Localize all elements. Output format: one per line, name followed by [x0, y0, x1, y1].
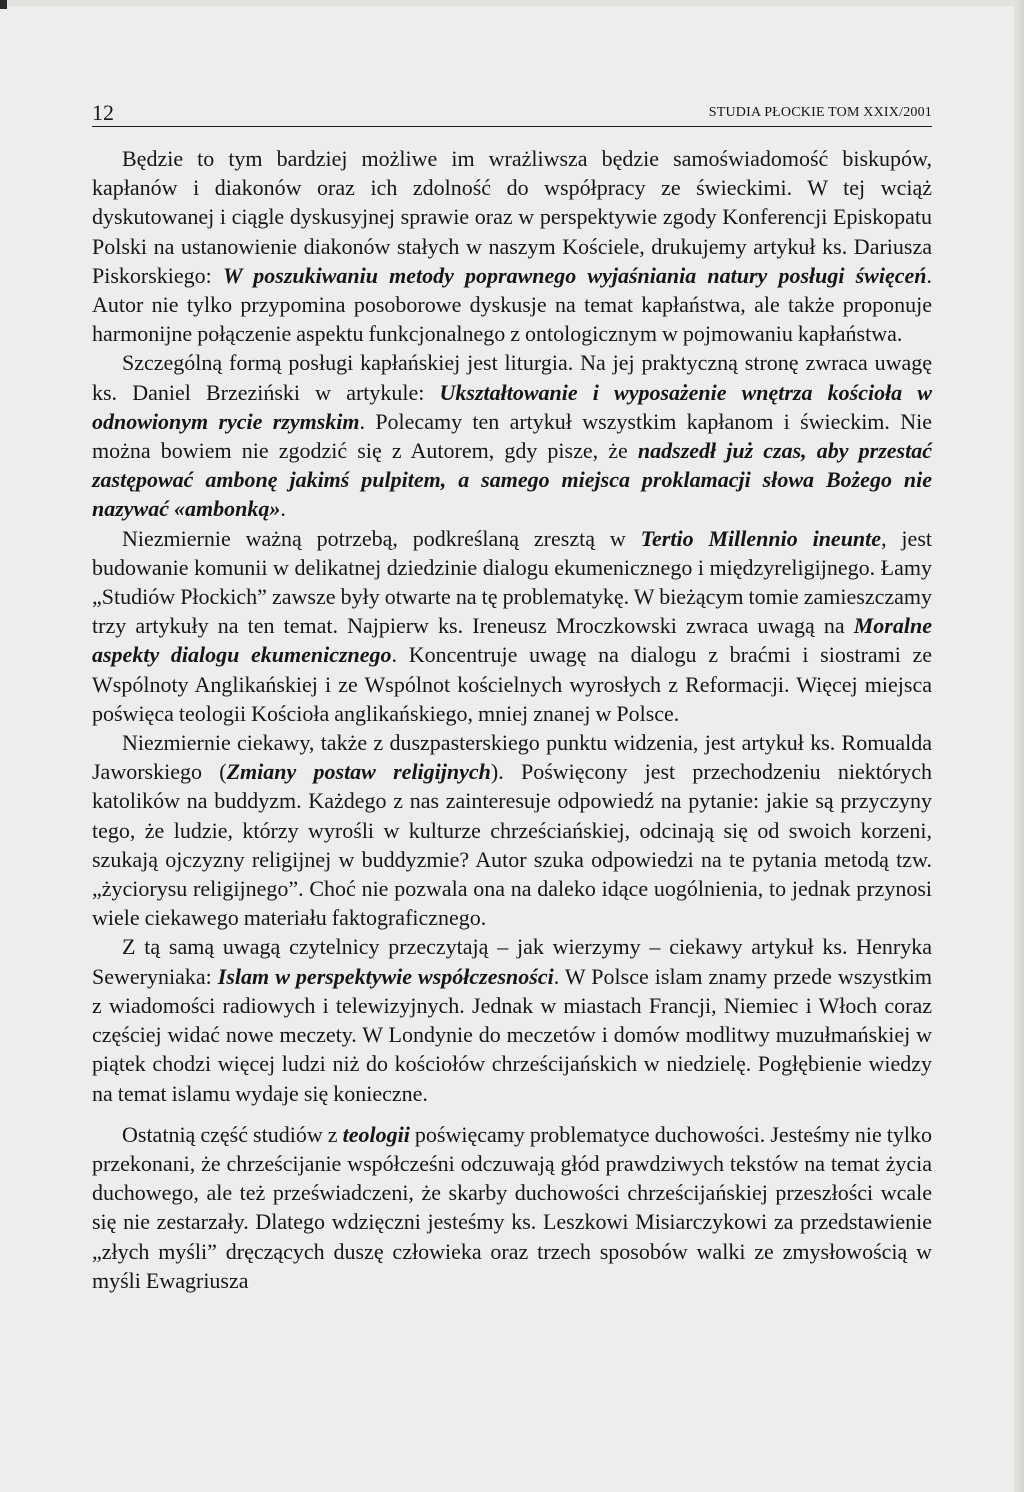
paragraph-text: . W Polsce islam znamy przede wszystkim z wiadomości radiowych i telewizyjnych. Jednak w miastach Francji, Niemiec i Włoch coraz częściej widać nowe meczety. W Londynie do meczetów i domów modlitwy muzułmańskiej w piątek chodzi więcej ludzi niż do kościołów chrześcijańskich w niedzielę. Pogłębienie wiedzy na temat islamu wydaje się konieczne. [92, 963, 932, 1106]
article-title: Ukształtowanie i wyposażenie wnętrza kościoła w odnowionym rycie rzymskim [92, 379, 932, 434]
paragraph-text: Niezmiernie ważną potrzebą, podkreślaną zresztą w [122, 525, 641, 551]
running-head [92, 96, 932, 127]
scan-right-edge [1014, 0, 1024, 1492]
article-title: Zmiany postaw religijnych [226, 759, 491, 785]
article-title: W poszukiwaniu metody poprawnego wyjaśniania natury posługi święceń [222, 262, 927, 288]
paragraph-text: ). Poświęcony jest przechodzeniu niektórych katolików na buddyzm. Każdego z nas zainteresuje odpowiedź na pytanie: jakie są przyczyny tego, że ludzie, którzy wyrośli w kulturze chrześciańskiej, odcinają się od swoich korzeni, szukają ojczyzny religijnej w buddyzmie? Autor szuka odpowiedzi na te pytania metodą tzw. „życiorysu religijnego”. Choć nie pozwala ona na daleko idące uogólnienia, to jednak przynosi wiele ciekawego materiału faktograficznego. [92, 759, 933, 931]
paragraph-text: . Polecamy ten artykuł wszystkim kapłanom i świeckim. Nie można bowiem nie zgodzić się z Autorem, gdy pisze, że [92, 408, 932, 464]
paragraph-text: Niezmiernie ciekawy, także z duszpasterskiego punktu widzenia, jest artykuł ks. Romualda Jaworskiego ( [92, 730, 932, 785]
page [92, 96, 932, 1295]
document-title: Tertio Millennio ineunte [640, 525, 882, 551]
paragraph-text: Będzie to tym bardziej możliwe im wrażliwsza będzie samoświadomość biskupów, kapłanów i diakonów oraz ich zdolność do współpracy ze świeckimi. W tej wciąż dyskutowanej i ciągle dyskusyjnej sprawie oraz w perspektywie zgody Konferencji Episkopatu Polski na ustanowienie diakonów stałych w naszym Kościele, drukujemy artykuł ks. Dariusza Piskorskiego: [92, 146, 932, 288]
quotation: nadszedł już czas, aby przestać zastępować ambonę jakimś pulpitem, a samego miejsca proklamacji słowa Bożego nie nazywać «ambonką» [92, 438, 932, 522]
scan-top-edge [0, 0, 1024, 6]
paragraph-text: . Autor nie tylko przypomina posoborowe dyskusje na temat kapłaństwa, ale także proponuje harmonijne połączenie aspektu funkcjonalnego z ontologicznym w pojmowaniu kapłaństwa. [92, 262, 932, 347]
paragraph-liturgy [92, 348, 932, 523]
paragraph-ecumenism [92, 524, 932, 728]
journal-title: STUDIA PŁOCKIE TOM XXIX/2001 [708, 105, 932, 120]
paragraph-diaconate [92, 144, 932, 348]
paragraph-text: , jest budowanie komunii w delikatnej dziedzinie dialogu ekumenicznego i międzyreligijnego. Łamy „Studiów Płockich” zawsze były otwarte na tę problematykę. W bieżącym tomie zamieszczamy trzy artykuły na ten temat. Najpierw ks. Ireneusz Mroczkowski zwraca uwagą na [92, 525, 932, 639]
page-number: 12 [92, 100, 114, 125]
paragraph-spirituality [92, 1120, 932, 1295]
article-title: Islam w perspektywie współczesności [217, 963, 554, 989]
paragraph-text: . Koncentruje uwagę na dialogu z braćmi i siostrami ze Wspólnoty Anglikańskiej i ze Wspólnot kościelnych wyrosłych z Reformacji. Więcej miejsca poświęca teologii Kościoła anglikańskiego, mniej znanej w Polsce. [92, 642, 932, 726]
paragraph-islam [92, 932, 932, 1107]
paragraph-text: Ostatnią część studiów z [122, 1121, 343, 1147]
scan-corner-mark [0, 0, 7, 9]
article-title: Moralne aspekty dialogu ekumenicznego [92, 613, 932, 668]
emphasis: teologii [342, 1121, 410, 1147]
paragraph-buddhism [92, 728, 932, 932]
paragraph-text: poświęcamy problematyce duchowości. Jesteśmy nie tylko przekonani, że chrześcijanie współcześni odczuwają głód prawdziwych tekstów na temat życia duchowego, ale też przeświadczeni, że skarby duchowości chrześcijańskiej przeszłości wcale się nie zestarzały. Dlatego wdzięczni jesteśmy ks. Leszkowi Misiarczykowi za przedstawienie „złych myśli” dręczących duszę człowieka oraz trzech sposobów walki ze zmysłowością w myśli Ewagriusza [92, 1121, 932, 1293]
body-text [92, 144, 932, 1295]
paragraph-text: Szczególną formą posługi kapłańskiej jest liturgia. Na jej praktyczną stronę zwraca uwagę ks. Daniel Brzeziński w artykule: [92, 350, 932, 405]
paragraph-text: Z tą samą uwagą czytelnicy przeczytają – jak wierzymy – ciekawy artykuł ks. Henryka Seweryniaka: [92, 934, 932, 989]
paragraph-text: . [280, 496, 286, 522]
